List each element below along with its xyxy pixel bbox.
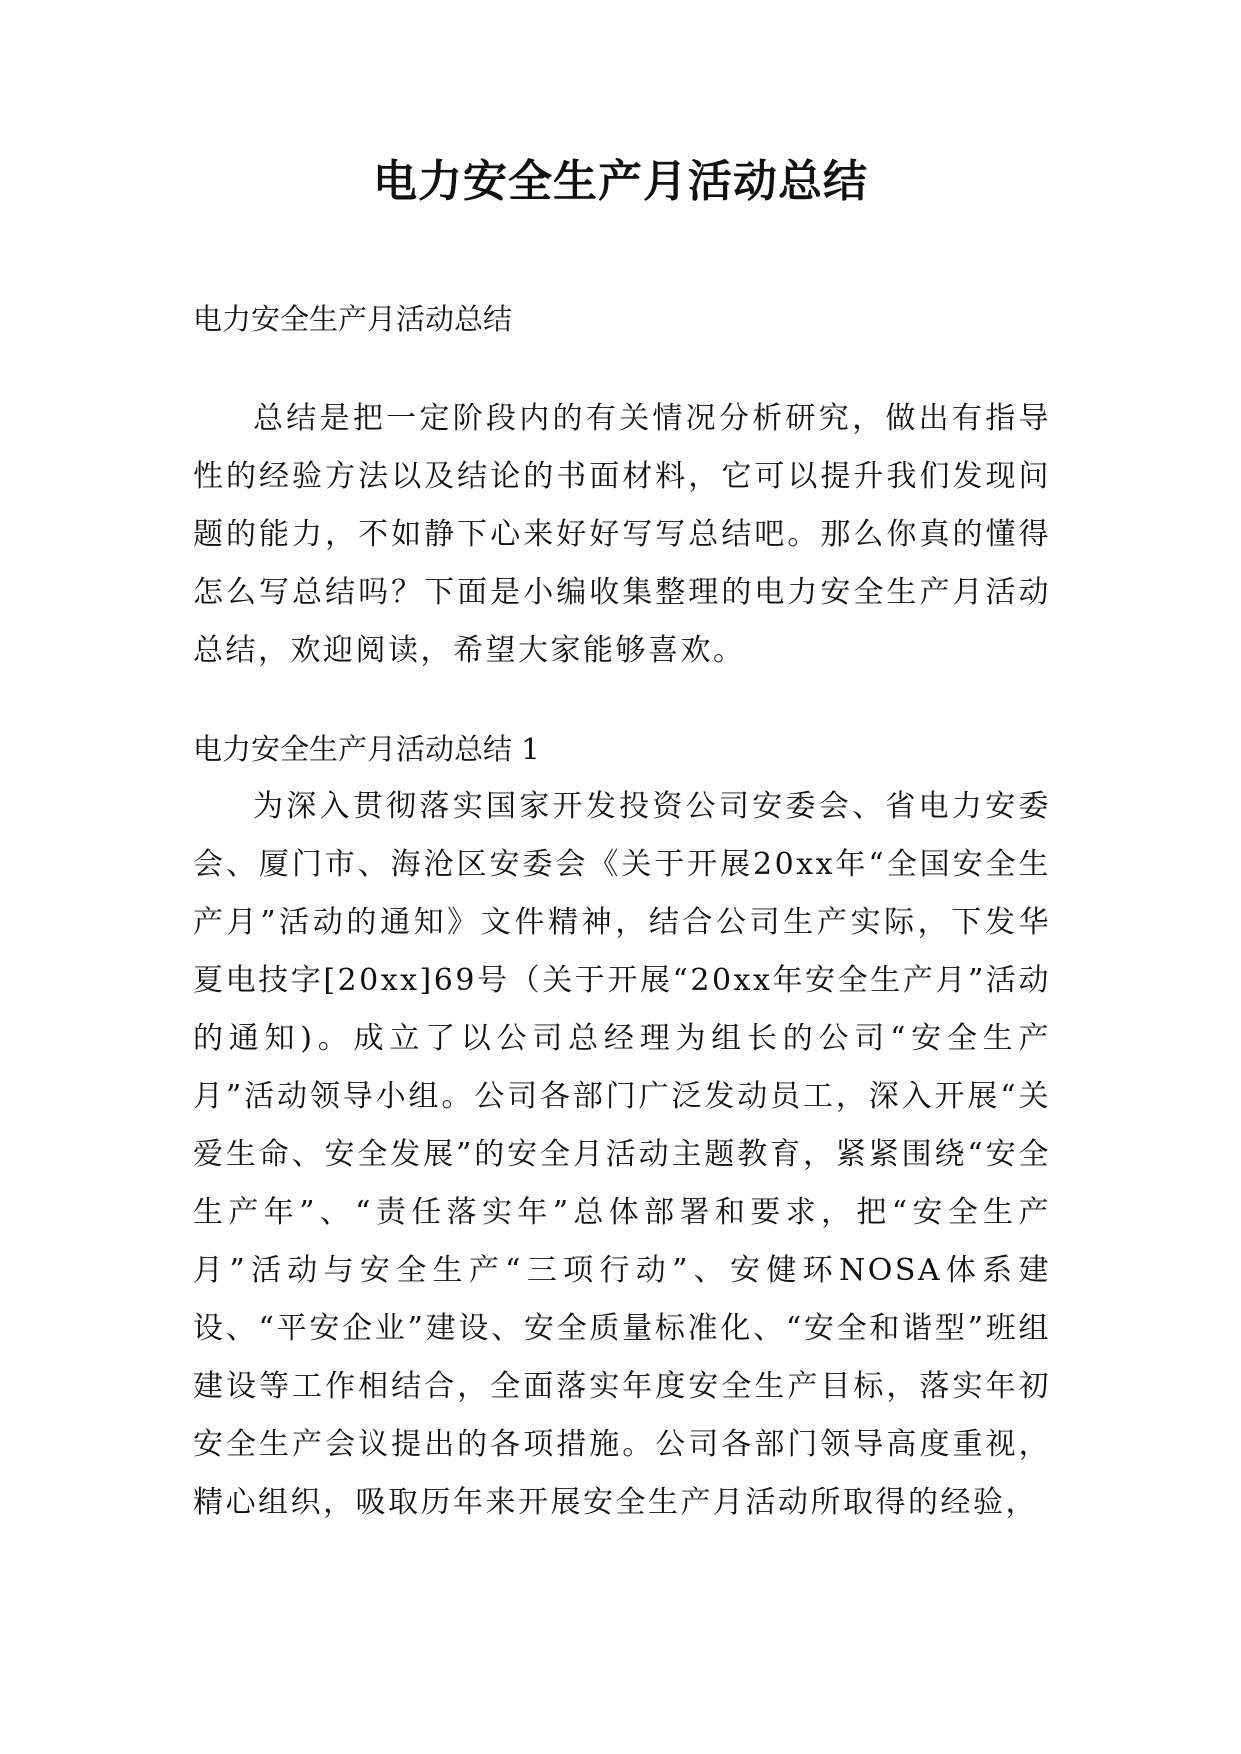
- intro-paragraph: 总结是把一定阶段内的有关情况分析研究，做出有指导性的经验方法以及结论的书面材料，它可以提升我们发现问题的能力，不如静下心来好好写写总结吧。那么你真的懂得怎么写总结吗？下面是小编收集整理的电力安全生产月活动总结，欢迎阅读，希望大家能够喜欢。: [193, 401, 1051, 668]
- document-body: [193, 290, 1051, 1532]
- section-paragraph: 为深入贯彻落实国家开发投资公司安委会、省电力安委会、厦门市、海沧区安委会《关于开展20xx年“全国安全生产月”活动的通知》文件精神，结合公司生产实际，下发华夏电技字[20xx]69号（关于开展“20xx年安全生产月”活动的通知)。成立了以公司总经理为组长的公司“安全生产月”活动领导小组。公司各部门广泛发动员工，深入开展“关爱生命、安全发展”的安全月活动主题教育，紧紧围绕“安全生产年”、“责任落实年”总体部署和要求，把“安全生产月”活动与安全生产“三项行动”、安健环NOSA体系建设、“平安企业”建设、安全质量标准化、“安全和谐型”班组建设等工作相结合，全面落实年度安全生产目标，落实年初安全生产会议提出的各项措施。公司各部门领导高度重视，精心组织，吸取历年来开展安全生产月活动所取得的经验，: [193, 789, 1051, 1520]
- document-subtitle: 电力安全生产月活动总结: [193, 302, 513, 336]
- document-title: 电力安全生产月活动总结: [373, 156, 868, 207]
- section-heading: 电力安全生产月活动总结 1: [193, 732, 540, 766]
